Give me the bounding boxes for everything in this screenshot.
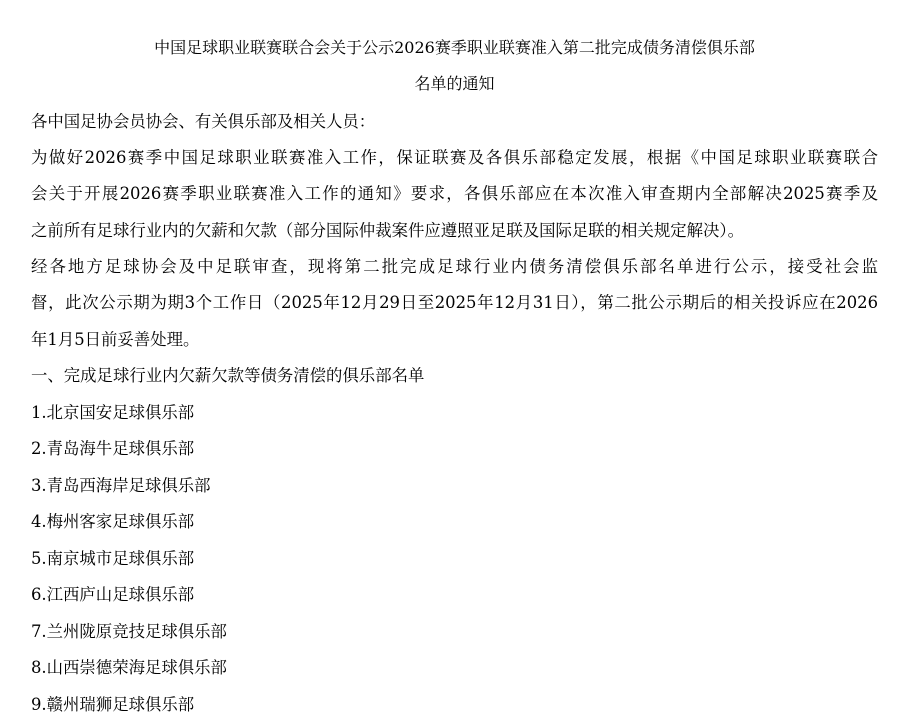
club-list-item: 7.兰州陇原竞技足球俱乐部 <box>31 622 227 641</box>
club-list-item: 2.青岛海牛足球俱乐部 <box>31 439 195 458</box>
section-heading: 一、完成足球行业内欠薪欠款等债务清偿的俱乐部名单 <box>31 366 425 385</box>
paragraph2-line-1: 经各地方足球协会及中足联审查，现将第二批完成足球行业内债务清偿俱乐部名单进行公示，接受社会监 <box>31 257 878 276</box>
paragraph1-line-3: 之前所有足球行业内的欠薪和欠款（部分国际仲裁案件应遵照亚足联及国际足联的相关规定解决）。 <box>31 221 744 240</box>
club-list-item: 9.赣州瑞狮足球俱乐部 <box>31 695 195 714</box>
club-list-item: 3.青岛西海岸足球俱乐部 <box>31 476 211 495</box>
paragraph2-line-3: 年1月5日前妥善处理。 <box>31 330 200 349</box>
salutation: 各中国足协会员协会、有关俱乐部及相关人员： <box>31 112 376 131</box>
club-list-item: 8.山西崇德荣海足球俱乐部 <box>31 658 227 677</box>
notice-title-line-1: 中国足球职业联赛联合会关于公示2026赛季职业联赛准入第二批完成债务清偿俱乐部 <box>154 38 755 57</box>
paragraph1-line-1: 为做好2026赛季中国足球职业联赛准入工作，保证联赛及各俱乐部稳定发展，根据《中国足球职业联赛联合 <box>31 148 878 167</box>
notice-title-line-2: 名单的通知 <box>414 74 495 93</box>
club-list-item: 4.梅州客家足球俱乐部 <box>31 512 195 531</box>
paragraph2-line-2: 督，此次公示期为期3个工作日（2025年12月29日至2025年12月31日），第二批公示期后的相关投诉应在2026 <box>31 293 878 312</box>
club-list-item: 6.江西庐山足球俱乐部 <box>31 585 195 604</box>
club-list-item: 5.南京城市足球俱乐部 <box>31 549 195 568</box>
club-list-item: 1.北京国安足球俱乐部 <box>31 403 195 422</box>
paragraph1-line-2: 会关于开展2026赛季职业联赛准入工作的通知》要求，各俱乐部应在本次准入审查期内全部解决2025赛季及 <box>31 184 878 203</box>
